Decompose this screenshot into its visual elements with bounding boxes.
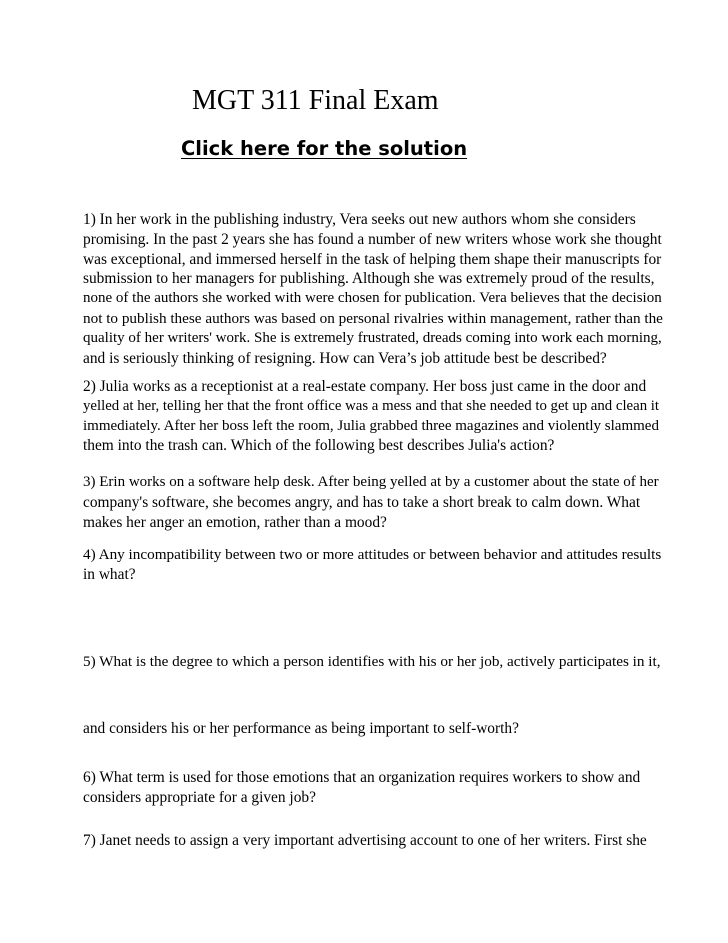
question-line: 7) Janet needs to assign a very important advertising account to one of her writers. First she (83, 832, 647, 849)
question-line: considers appropriate for a given job? (83, 788, 316, 806)
question-3 (83, 473, 663, 532)
question-7 (83, 831, 663, 851)
solution-link[interactable]: Click here for the solution (181, 137, 468, 160)
question-4 (83, 545, 663, 585)
question-line: 1) In her work in the publishing industry, Vera seeks out new authors whom she considers (83, 211, 636, 228)
question-2 (83, 377, 663, 456)
question-line: yelled at her, telling her that the front office was a mess and that she needed to get up and clean it (83, 397, 660, 414)
question-6 (83, 768, 663, 808)
question-line: submission to her managers for publishing. Although she was extremely proud of the results, (83, 270, 655, 288)
question-line: makes her anger an emotion, rather than a mood? (83, 513, 387, 531)
question-line: was exceptional, and immersed herself in the task of helping them shape their manuscripts for (83, 250, 662, 268)
question-line: and is seriously thinking of resigning. How can Vera’s job attitude best be described? (83, 349, 607, 367)
question-line: them into the trash can. Which of the following best describes Julia's action? (83, 437, 555, 455)
question-5-part-1 (83, 652, 663, 672)
exam-title: MGT 311 Final Exam (192, 85, 439, 116)
question-line: 6) What term is used for those emotions that an organization requires workers to show and (83, 769, 641, 786)
question-line: 2) Julia works as a receptionist at a real-estate company. Her boss just came in the door and (83, 378, 647, 395)
question-line: 3) Erin works on a software help desk. After being yelled at by a customer about the state of her (83, 474, 659, 490)
question-line: quality of her writers' work. She is extremely frustrated, dreads coming into work each morning, (83, 329, 662, 346)
question-line: none of the authors she worked with were chosen for publication. Vera believes that the decision (83, 290, 662, 307)
question-5-part-2 (83, 719, 663, 739)
question-line: 4) Any incompatibility between two or more attitudes or between behavior and attitudes results (83, 546, 662, 563)
question-line: in what? (83, 565, 136, 583)
question-1 (83, 210, 663, 368)
question-line: immediately. After her boss left the room, Julia grabbed three magazines and violently slammed (83, 417, 659, 434)
question-line: promising. In the past 2 years she has found a number of new writers whose work she thought (83, 230, 662, 248)
question-line: 5) What is the degree to which a person identifies with his or her job, actively participates in it, (83, 653, 661, 670)
question-line: company's software, she becomes angry, and has to take a short break to calm down. What (83, 493, 641, 511)
question-line: not to publish these authors was based on personal rivalries within management, rather than the (83, 309, 663, 327)
question-line: and considers his or her performance as being important to self-worth? (83, 720, 519, 737)
